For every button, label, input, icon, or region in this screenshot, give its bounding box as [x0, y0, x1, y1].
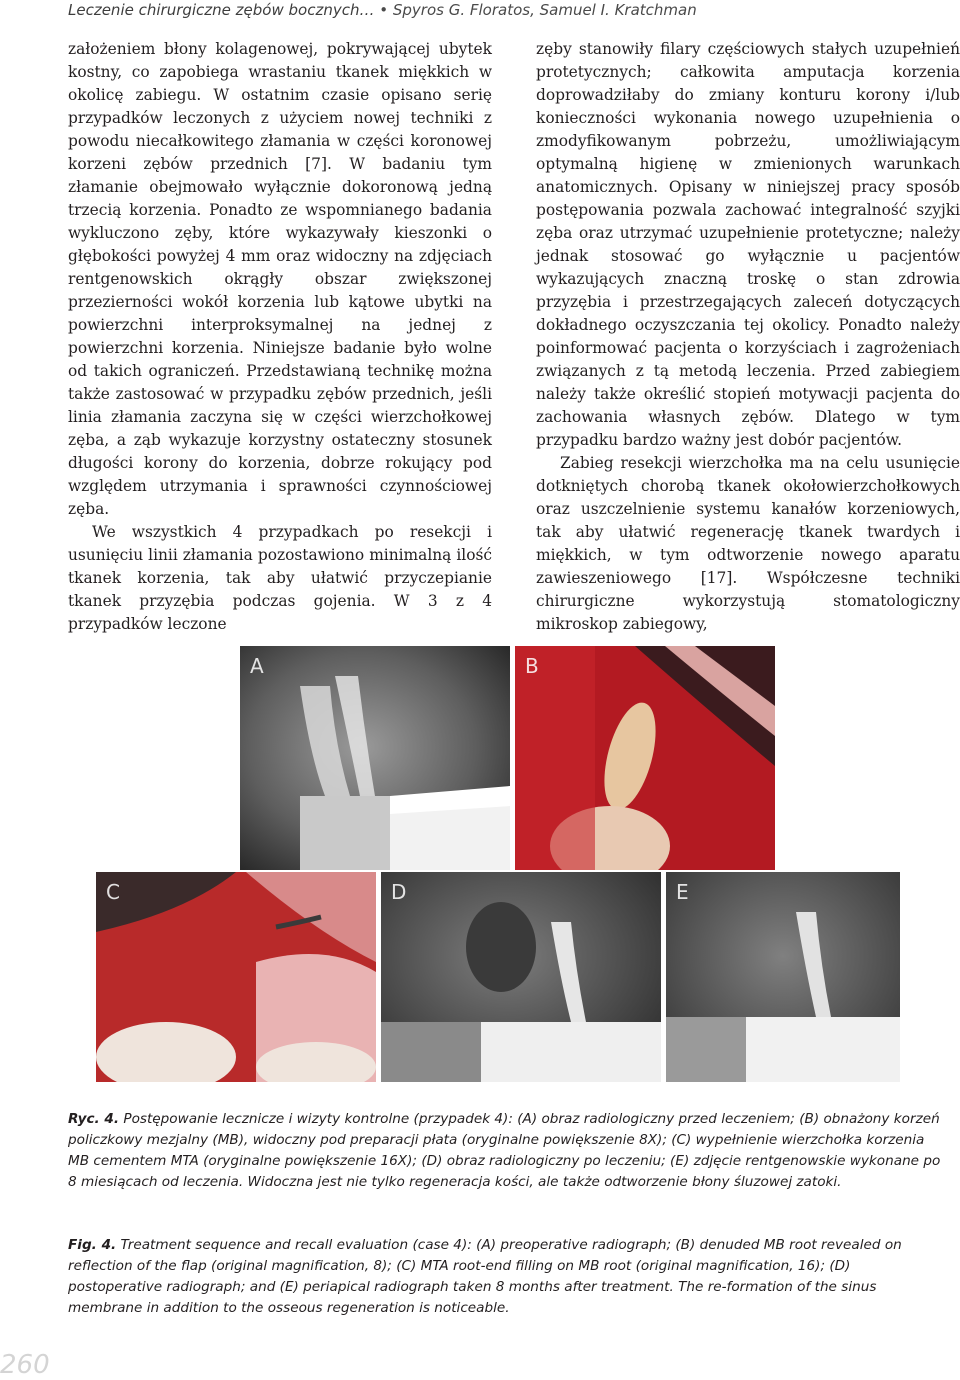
- radiograph-image: [240, 646, 510, 870]
- figure-caption-english: [68, 1235, 948, 1319]
- panel-label: A: [250, 654, 264, 678]
- radiograph-image: [666, 872, 900, 1082]
- panel-label: B: [525, 654, 539, 678]
- clinical-photo-image: [96, 872, 376, 1082]
- running-header: [68, 0, 948, 24]
- body-paragraph: zęby stanowiły filary częściowych stałych uzupełnień protetycznych; całkowita amputacja korzenia doprowadziłaby do zmiany konturu korony i/lub konieczności wykonania nowego uzupełnienia o zmodyfikowanym pobrzeżu, umożliwiającym optymalną higienę w zmienionych warunkach anatomicznych. Opisany w niniejszej pracy sposób postępowania pozwala zachować integralność szyjki zęba oraz utrzymać uzupełnienie protetyczne; należy jednak stosować go wyłącznie u pacjentów wykazujących znaczną troskę o stan zdrowia przyzębia i przestrzegających zaleceń dotyczących dokładnego oczyszczania tej okolicy. Ponadto należy poinformować pacjenta o korzyściach i zagrożeniach związanych z tą metodą leczenia. Przed zabiegiem należy także określić stopień motywacji pacjenta do zachowania własnych zębów. Dlatego w tym przypadku bardzo ważny jest dobór pacjentów.: [536, 40, 960, 449]
- running-header-authors: Spyros G. Floratos, Samuel I. Kratchman: [392, 1, 697, 19]
- panel-label: D: [391, 880, 407, 904]
- right-text-column: [536, 38, 960, 636]
- figure-panel-e-radiograph: [666, 872, 900, 1082]
- figure-panel-c-clinical-photo: [96, 872, 376, 1082]
- page-number: 260: [0, 1350, 50, 1380]
- figure-panel-d-radiograph: [381, 872, 661, 1082]
- caption-text: Postępowanie lecznicze i wizyty kontrolne (przypadek 4): (A) obraz radiologiczny przed leczeniem; (B) obnażony korzeń policzkowy mezjalny (MB), widoczny pod preparacji płata (oryginalne powiększenie 8X); (C) wypełnienie wierzchołka korzenia MB cementem MTA (oryginalne powiększenie 16X); (D) obraz radiologiczny po leczeniu; (E) zdjęcie rentgenowskie wykonane po 8 miesiącach od leczenia. Widoczna jest nie tylko regeneracja kości, ale także odtworzenie błony śluzowej zatoki.: [68, 1111, 941, 1190]
- running-header-separator: •: [374, 1, 393, 19]
- body-paragraph: We wszystkich 4 przypadkach po resekcji i usunięciu linii złamania pozostawiono minimalną ilość tkanek korzenia, tak aby ułatwić przyczepianie tkanek przyzębia podczas gojenia. W 3 z 4 przypadków leczone: [68, 523, 492, 633]
- caption-label: Ryc. 4.: [68, 1111, 120, 1127]
- figure-panel-a-radiograph: [240, 646, 510, 870]
- body-paragraph: założeniem błony kolagenowej, pokrywającej ubytek kostny, co zapobiega wrastaniu tkanek miękkich w okolicę zabiegu. W ostatnim czasie opisano serię przypadków leczonych z użyciem nowej techniki z powodu niecałkowitego złamania w części koronowej korzeni zębów przednich [7]. W badaniu tym złamanie obejmowało wyłącznie dokoronową jedną trzecią korzenia. Ponadto ze wspomnianego badania wykluczono zęby, które wykazywały kieszonki o głębokości powyżej 4 mm oraz widoczny na zdjęciach rentgenowskich okrągły obszar zwiększonej przezierności wokół korzenia lub kątowe ubytki na powierzchni interproksymalnej na jednej z powierzchni korzenia. Niniejsze badanie było wolne od takich ograniczeń. Przedstawianą technikę można także zastosować w przypadku zębów przednich, jeśli linia złamania zaczyna się w części wierzchołkowej zęba, a ząb wykazuje korzystny ostateczny stosunek długości korony do korzenia, dobrze rokujący pod względem utrzymania i sprawności czynnościowej zęba.: [68, 40, 492, 518]
- running-header-title: Leczenie chirurgiczne zębów bocznych…: [68, 1, 375, 19]
- radiograph-image: [381, 872, 661, 1082]
- left-text-column: [68, 38, 492, 636]
- caption-label: Fig. 4.: [68, 1237, 117, 1253]
- panel-label: C: [106, 880, 120, 904]
- figure-panel-b-clinical-photo: [515, 646, 775, 870]
- figure-caption-polish: [68, 1109, 948, 1193]
- body-paragraph: Zabieg resekcji wierzchołka ma na celu usunięcie dotkniętych chorobą tkanek okołowierzchołkowych oraz uszczelnienie systemu kanałów korzeniowych, tak aby ułatwić regenerację tkanek twardych i miękkich, w tym odtworzenie nowego aparatu zawieszeniowego [17]. Współczesne techniki chirurgiczne wykorzystują stomatologiczny mikroskop zabiegowy,: [536, 454, 960, 633]
- panel-label: E: [676, 880, 689, 904]
- clinical-photo-image: [515, 646, 775, 870]
- caption-text: Treatment sequence and recall evaluation (case 4): (A) preoperative radiograph; (B) denuded MB root revealed on reflection of the flap (original magnification, 8); (C) MTA root-end filling on MB root (original magnification, 16); (D) postoperative radiograph; and (E) periapical radiograph taken 8 months after treatment. The re-formation of the sinus membrane in addition to the osseous regeneration is noticeable.: [68, 1237, 902, 1316]
